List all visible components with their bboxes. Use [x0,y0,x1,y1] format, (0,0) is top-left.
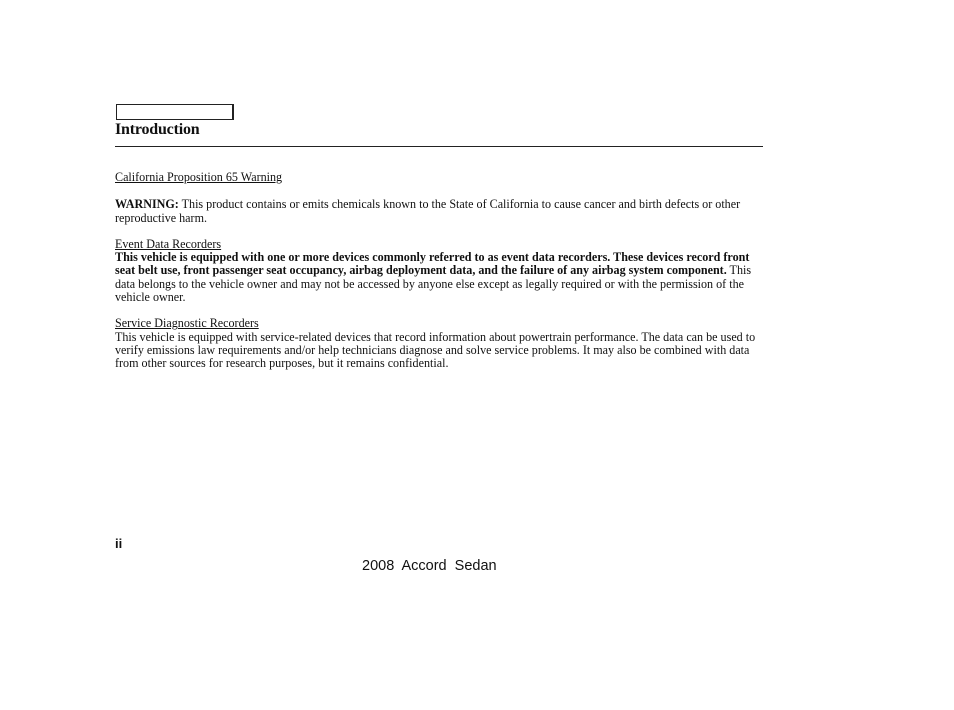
footer-model-name: 2008 Accord Sedan [362,558,497,574]
title-divider [115,146,763,147]
edr-paragraph [115,251,765,304]
page-title: Introduction [115,121,200,138]
page-number: ii [115,536,123,551]
sdr-section [115,317,765,330]
edr-heading: Event Data Recorders [115,236,222,251]
prop65-heading: California Proposition 65 Warning [115,170,283,184]
prop65-section [115,171,765,184]
edr-bold-text: This vehicle is equipped with one or more devices commonly referred to as event data recorders. These devices record front seat belt use, front passenger seat occupancy, airbag deployment data, and the failure of any airbag system component. [115,250,750,278]
prop65-warning-paragraph [115,198,765,225]
sdr-paragraph: This vehicle is equipped with service-related devices that record information about powertrain performance. The data can be used to verify emissions law requirements and/or help technicians diagnose and solve service problems. It may also be combined with data from other sources for research purposes, but it remains confidential. [115,329,756,371]
warning-text: This product contains or emits chemicals known to the State of California to cause cancer and birth defects or other reproductive harm. [115,197,741,225]
sdr-heading: Service Diagnostic Recorders [115,316,259,331]
section-tab-box [116,104,234,120]
main-content [115,171,765,371]
edr-plain-text: This data belongs to the vehicle owner and may not be accessed by anyone else except as legally required or with the permission of the vehicle owner. [115,263,752,305]
warning-label: WARNING: [115,197,179,212]
edr-section [115,238,765,251]
